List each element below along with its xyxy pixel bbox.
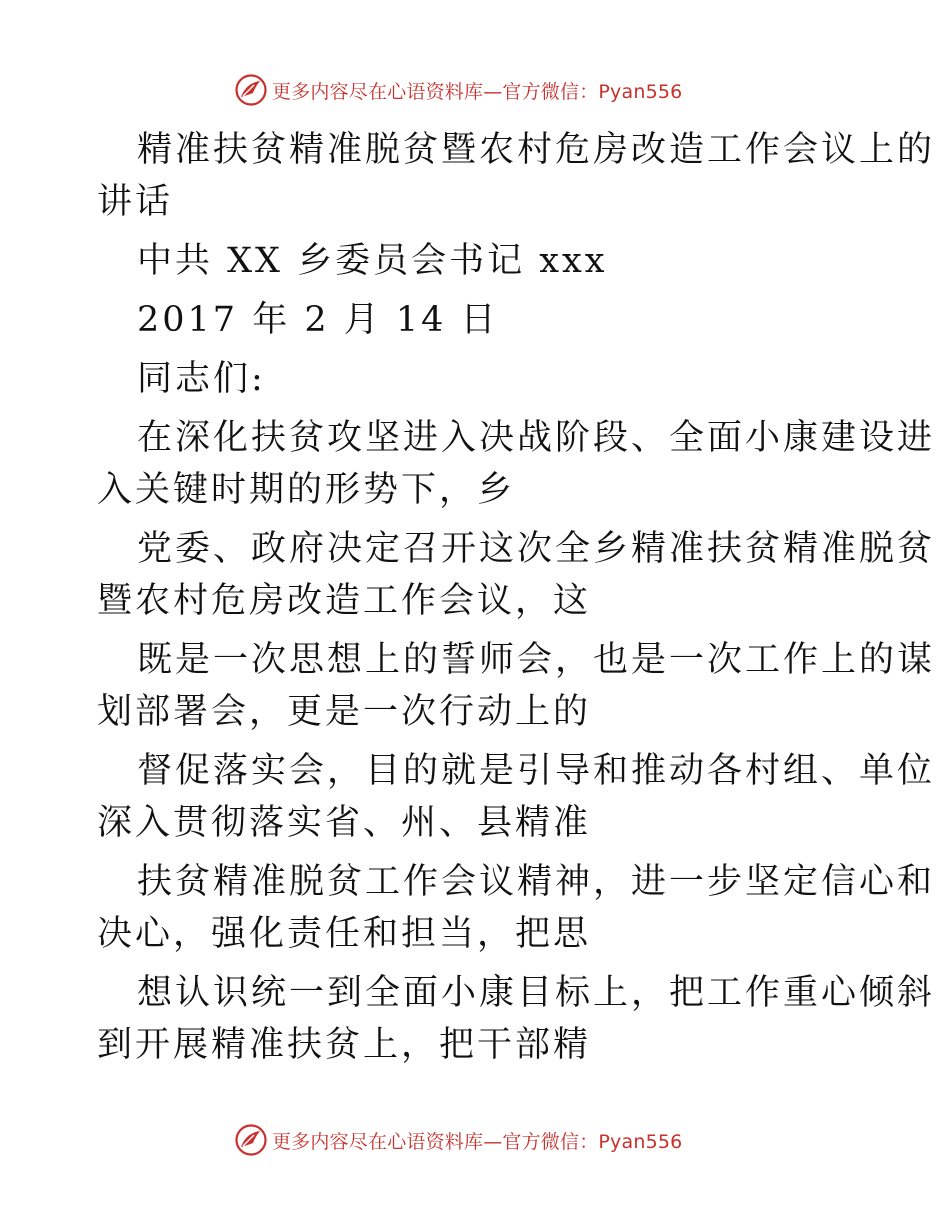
watermark-banner-top (234, 72, 682, 108)
paragraph-3-line-1: 既是一次思想上的誓师会，也是一次工作上的谋 (137, 640, 936, 680)
paragraph-3-line-2: 划部署会，更是一次行动上的 (97, 692, 592, 732)
pen-logo-icon (234, 1123, 268, 1157)
paragraph-4-line-2: 深入贯彻落实省、州、县精准 (97, 803, 592, 843)
paragraph-6-line-2: 到开展精准扶贫上，把干部精 (97, 1025, 592, 1065)
paragraph-2-line-1: 党委、政府决定召开这次全乡精准扶贫精准脱贫 (137, 529, 936, 569)
author-line: 中共 XX 乡委员会书记 xxx (137, 241, 608, 281)
paragraph-1-line-2: 入关键时期的形势下，乡 (97, 470, 516, 510)
watermark-text: 更多内容尽在心语资料库—官方微信：Pyan556 (272, 80, 683, 103)
paragraph-5-line-1: 扶贫精准脱贫工作会议精神，进一步坚定信心和 (137, 862, 936, 902)
pen-logo-icon (234, 73, 268, 107)
title-line-1: 精准扶贫精准脱贫暨农村危房改造工作会议上的 (137, 130, 936, 170)
document-body (97, 124, 936, 1071)
watermark-text: 更多内容尽在心语资料库—官方微信：Pyan556 (272, 1130, 683, 1153)
paragraph-5-line-2: 决心，强化责任和担当，把思 (97, 914, 592, 954)
paragraph-4-line-1: 督促落实会，目的就是引导和推动各村组、单位 (137, 751, 936, 791)
watermark-banner-bottom (234, 1122, 682, 1158)
date-line: 2017 年 2 月 14 日 (137, 300, 499, 340)
paragraph-2-line-2: 暨农村危房改造工作会议，这 (97, 581, 592, 621)
salutation: 同志们: (137, 359, 266, 399)
paragraph-6-line-1: 想认识统一到全面小康目标上，把工作重心倾斜 (137, 973, 936, 1013)
paragraph-1-line-1: 在深化扶贫攻坚进入决战阶段、全面小康建设进 (137, 418, 936, 458)
title-line-2: 讲话 (97, 182, 174, 222)
